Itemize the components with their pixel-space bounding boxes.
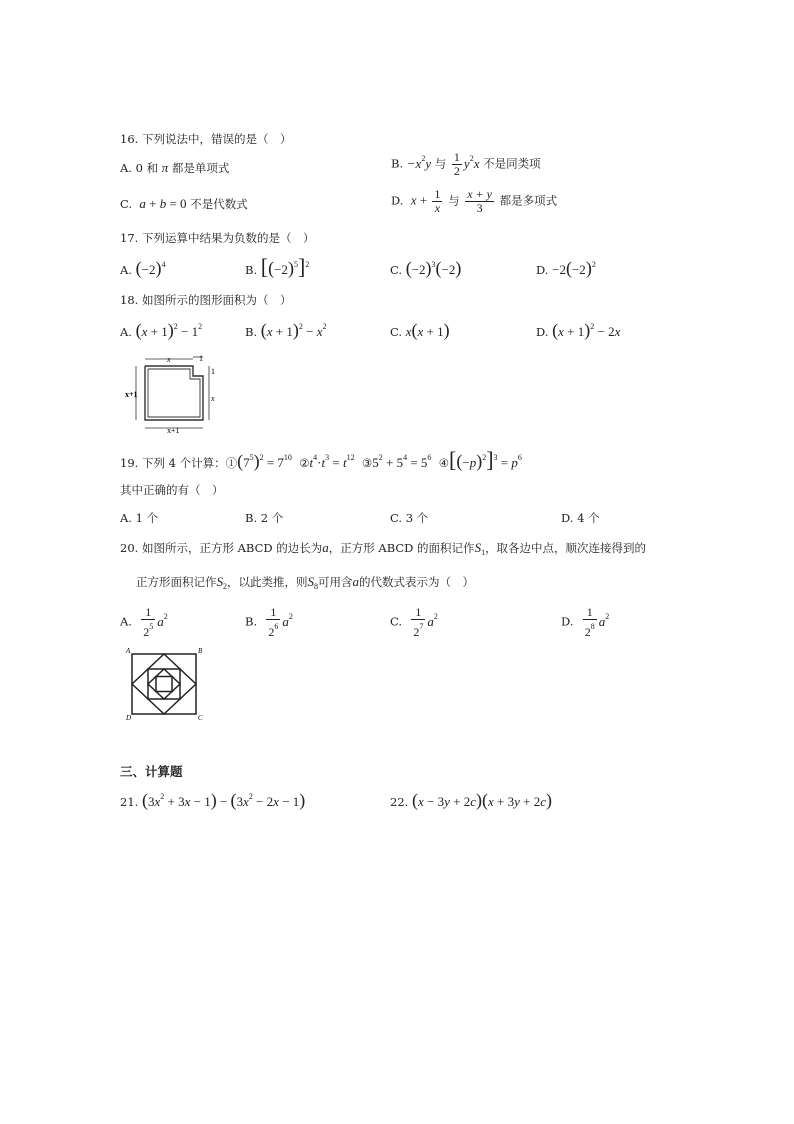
fig-label-left: x+1 (125, 390, 138, 399)
fig-label-c: C (198, 714, 203, 721)
q20-line1: 20. 如图所示，正方形 ABCD 的边长为a，正方形 ABCD 的面积记作$S_1$，取各边中点，顺次连接得到的 (120, 540, 647, 557)
fig-label-bottom: x+1 (167, 426, 180, 434)
square-s3 (148, 669, 180, 699)
square-s2 (132, 654, 196, 714)
q17-option-a: A. $(-2)^4$ (120, 258, 166, 278)
square-s1 (132, 654, 196, 714)
square-s4 (148, 669, 180, 699)
q18-option-b: B. $(x + 1)^2 - x^2$ (245, 320, 327, 340)
q19-option-c: C. 3 个 (390, 511, 429, 525)
q21: 21. $(3x^2 + 3x - 1) - (3x^2 - 2x - 1)$ (120, 790, 306, 810)
q20-line2: 正方形面积记作$S_2$，以此类推，则$S_8$可用含a的代数式表示为（ ） (136, 574, 474, 591)
q16-stem: 16. 下列说法中，错误的是（ ） (120, 132, 292, 146)
q16-option-a: A. 0 和 π 都是单项式 (120, 160, 230, 175)
square-s5 (156, 677, 172, 692)
q22: 22. (x − 3y + 2c)(x + 3y + 2c) (390, 790, 553, 810)
section-title: 三、计算题 (120, 764, 183, 779)
q20-option-c: C. $\frac{1}{2^7}$ $a^2$ (390, 605, 438, 639)
q16-option-b: B. $-x^2y$ 与 $\frac{1}{2}$ $y^2x$ 不是同类项 (391, 150, 541, 178)
fig-label-x-right: x (211, 394, 215, 403)
q18-figure (125, 354, 220, 434)
fig-label-a: A (126, 647, 131, 655)
q19-line2: 其中正确的有（ ） (120, 483, 224, 497)
fig-label-d: D (126, 714, 132, 721)
q20-figure (124, 646, 206, 721)
q20-option-b: B. $\frac{1}{2^6}$ $a^2$ (245, 605, 293, 639)
q20-option-d: D. $\frac{1}{2^8}$ $a^2$ (561, 605, 610, 639)
fig-label-1-top: 1 (199, 354, 203, 363)
q18-stem: 18. 如图所示的图形面积为（ ） (120, 293, 292, 307)
q20-option-a: A. $\frac{1}{2^5}$ $a^2$ (120, 605, 168, 639)
q19-option-a: A. 1 个 (120, 511, 159, 525)
q18-option-a: A. $(x + 1)^2 - 1^2$ (120, 320, 203, 340)
q19-stem: 19. 下列 4 个计算：$①(7^5)^2 = 7^{10}$ $②t^4\cdot t^3 = t^{12}$ $③5^2 + 5^4 = 5^6$ $④[(-p)^2]^3 = p^6$ (120, 447, 522, 472)
q18-option-d: D. $(x + 1)^2 - 2x$ (536, 320, 621, 340)
fig-label-b: B (198, 647, 203, 655)
fig-label-1-right: 1 (211, 367, 215, 376)
fig-label-x-top: x (167, 355, 171, 364)
q19-option-d: D. 4 个 (561, 511, 600, 525)
q17-option-c: C. $(-2)^3(-2)$ (390, 258, 462, 278)
q19-option-b: B. 2 个 (245, 511, 284, 525)
q18-option-c: C. x(x + 1) (390, 320, 450, 340)
q17-option-b: B. $[(-2)^5]^2$ (245, 254, 310, 279)
q16-option-d: D. x + $\frac{1}{x}$ 与 $\frac{x + y}{3}$ 都是多项式 (391, 187, 558, 215)
q17-stem: 17. 下列运算中结果为负数的是（ ） (120, 231, 315, 245)
q16-option-c: C. a + b = 0 不是代数式 (120, 196, 248, 211)
q17-option-d: D. $-2(-2)^2$ (536, 258, 596, 278)
